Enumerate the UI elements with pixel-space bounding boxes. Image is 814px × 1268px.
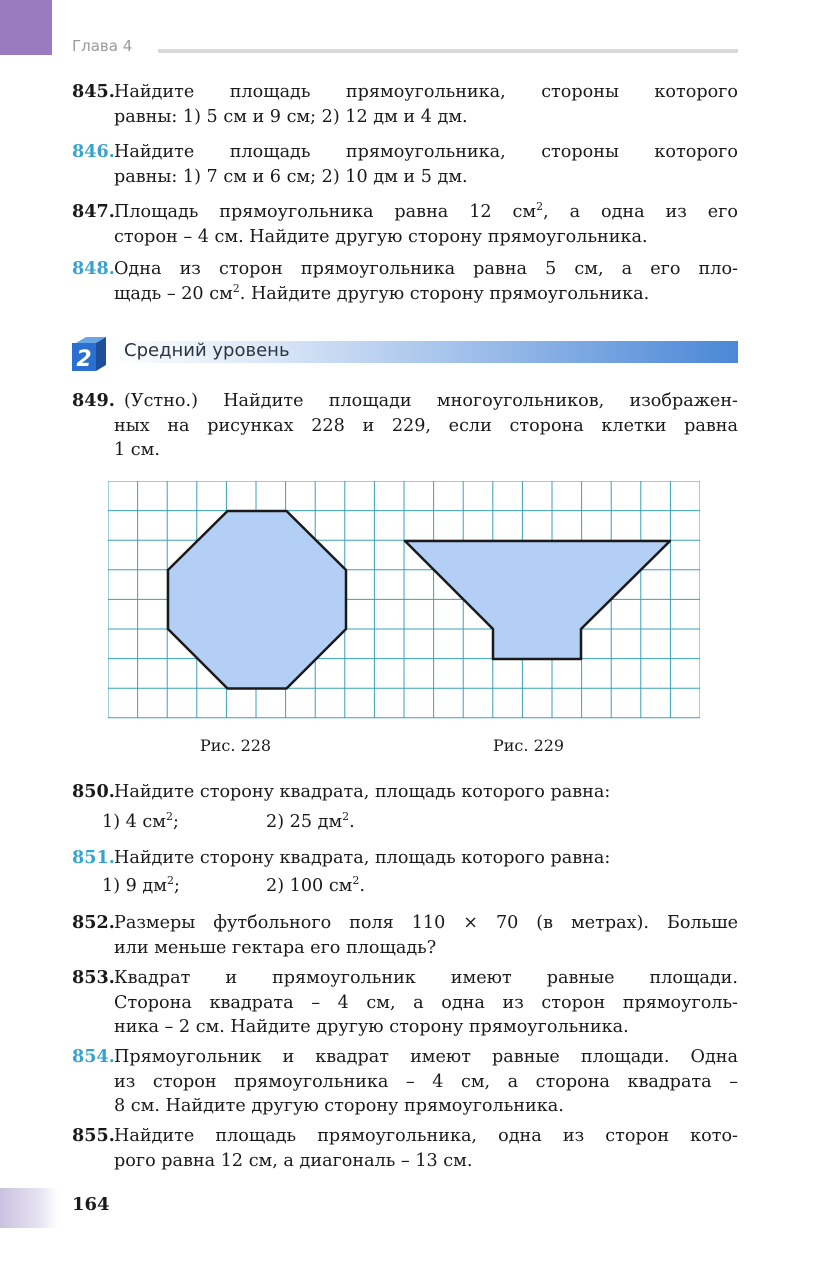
problem-852 — [72, 911, 738, 960]
problem-number: 852. — [72, 912, 115, 933]
problem-number: 850. — [72, 781, 115, 802]
chapter-corner-tab — [0, 0, 52, 55]
problem-number: 845. — [72, 81, 115, 102]
problem-number: 848. — [72, 258, 115, 279]
problem-number: 853. — [72, 967, 115, 988]
problem-850 — [72, 780, 738, 805]
chapter-rule — [158, 49, 738, 53]
problem-853 — [72, 966, 738, 1040]
problem-text-line: или меньше гектара его площадь? — [114, 937, 437, 958]
figure-caption-228: Рис. 228 — [200, 736, 272, 755]
problem-text-line: равны: 1) 5 см и 9 см; 2) 12 дм и 4 дм. — [114, 106, 468, 127]
problem-845 — [72, 80, 738, 129]
problem-847 — [72, 200, 738, 249]
problem-text-line: из сторон прямоугольника – 4 см, а сторона квадрата – — [114, 1071, 738, 1092]
problem-text-line: Сторона квадрата – 4 см, а одна из сторон прямоуголь- — [114, 992, 738, 1013]
problem-text-line: ных на рисунках 228 и 229, если сторона клетки равна — [114, 415, 738, 436]
problem-text-line: Квадрат и прямоугольник имеют равные площади. — [114, 968, 738, 988]
problem-text-line: Найдите сторону квадрата, площадь которого равна: — [114, 782, 611, 802]
figure-grid — [108, 481, 700, 721]
problem-number: 847. — [72, 201, 115, 222]
level-cube-icon — [72, 335, 106, 371]
subitem-850-1: 1) 4 $см^2$; — [102, 810, 179, 832]
problem-text-line: рого равна 12 см, а диагональ – 13 см. — [114, 1150, 473, 1171]
problem-number: 849. — [72, 390, 115, 411]
problem-849 — [72, 389, 738, 463]
problem-848 — [72, 257, 738, 306]
subitem-851-2: 2) 100 $см^2$. — [266, 874, 365, 896]
problem-text-line: ника – 2 см. Найдите другую сторону прямоугольника. — [114, 1017, 629, 1037]
figure-caption-229: Рис. 229 — [493, 736, 565, 755]
octagon-shape — [168, 511, 346, 689]
problem-number: 854. — [72, 1046, 115, 1067]
problem-number: 855. — [72, 1125, 115, 1146]
page-corner-tab — [0, 1188, 58, 1228]
subitem-850-2: 2) 25 $дм^2$. — [266, 810, 355, 832]
problem-text-line: Найдите сторону квадрата, площадь которого равна: — [114, 848, 611, 868]
problem-text-line: Найдите площадь прямоугольника, стороны которого — [114, 82, 738, 102]
problem-854 — [72, 1045, 738, 1119]
problem-text-line: Прямоугольник и квадрат имеют равные площади. Одна — [114, 1047, 738, 1067]
problem-text-line: Одна из сторон прямоугольника равна 5 см, а его пло- — [114, 259, 738, 279]
problem-text-line: Размеры футбольного поля 110 × 70 (в метрах). Больше — [114, 913, 738, 933]
problem-text-line: Найдите площадь прямоугольника, стороны которого — [114, 142, 738, 162]
problem-number: 846. — [72, 141, 115, 162]
level-number: 2 — [76, 347, 92, 371]
problem-text-line: Площадь прямоугольника равна 12 $см^2$, а одна из его — [114, 200, 738, 222]
problem-text-line: сторон – 4 см. Найдите другую сторону прямоугольника. — [114, 226, 648, 247]
problem-text-line: (Устно.) Найдите площади многоугольников, изображен- — [124, 391, 738, 411]
subitem-851-1: 1) 9 $дм^2$; — [102, 874, 180, 896]
problem-851 — [72, 846, 738, 871]
problem-text-line: 1 см. — [114, 440, 160, 460]
problem-text-line: Найдите площадь прямоугольника, одна из сторон кото- — [114, 1126, 738, 1146]
level-banner — [72, 335, 738, 371]
problem-number: 851. — [72, 847, 115, 868]
problem-text-line: 8 см. Найдите другую сторону прямоугольника. — [114, 1096, 564, 1116]
page-number: 164 — [72, 1194, 110, 1215]
problem-text-line: равны: 1) 7 см и 6 см; 2) 10 дм и 5 дм. — [114, 166, 468, 187]
level-title: Средний уровень — [124, 340, 290, 361]
problem-855 — [72, 1124, 738, 1173]
chapter-label: Глава 4 — [72, 37, 133, 55]
problem-846 — [72, 140, 738, 189]
trapezoid-shape — [405, 541, 670, 659]
problem-text-line: щадь – 20 $см^2$. Найдите другую сторону прямоугольника. — [114, 281, 650, 304]
